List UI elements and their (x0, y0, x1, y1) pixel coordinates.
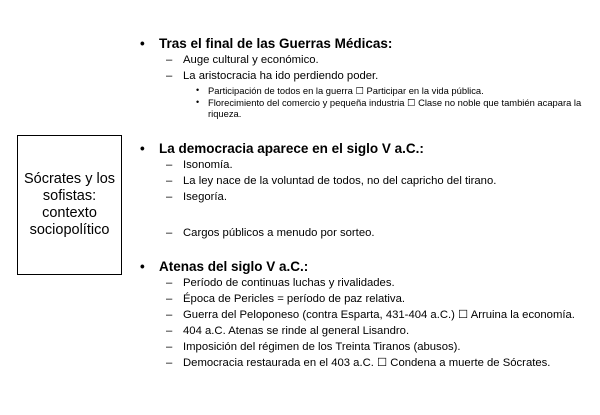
list-item-text: Período de continuas luchas y rivalidades. (183, 277, 395, 289)
dash-marker: – (166, 191, 173, 203)
list-item (140, 357, 592, 370)
dash-marker: – (166, 357, 173, 369)
dash-marker: – (166, 227, 173, 239)
section-heading-text: La democracia aparece en el siglo V a.C.: (159, 141, 424, 156)
list-item (140, 293, 592, 306)
list-item (140, 159, 592, 172)
list-item (140, 191, 592, 204)
section-heading-text: Tras el final de las Guerras Médicas: (159, 36, 393, 51)
list-item (140, 175, 592, 188)
list-item-text: La aristocracia ha ido perdiendo poder. (183, 70, 379, 82)
list-item (140, 309, 592, 322)
list-item-text: Imposición del régimen de los Treinta Tiranos (abusos). (183, 341, 461, 353)
dash-marker: – (166, 325, 173, 337)
list-item (140, 341, 592, 354)
dash-marker: – (166, 70, 173, 82)
subitem-list (140, 85, 592, 120)
list-item-text: Cargos públicos a menudo por sorteo. (183, 227, 375, 239)
dash-marker: – (166, 293, 173, 305)
list-item-text: Auge cultural y económico. (183, 54, 319, 66)
list-item-text: Isegoría. (183, 191, 227, 203)
bullet-marker: • (140, 36, 145, 51)
list-item (140, 277, 592, 290)
section-heading (140, 140, 592, 157)
list-item (140, 227, 592, 240)
topic-title-box (17, 135, 122, 275)
list-item (140, 54, 592, 67)
sub-list-item-text: Participación de todos en la guerra ☐ Participar en la vida pública. (208, 85, 484, 96)
section-democracia (140, 140, 592, 243)
dash-marker: – (166, 341, 173, 353)
dash-marker: – (166, 159, 173, 171)
bullet-marker: • (140, 141, 145, 156)
list-item-text: Isonomía. (183, 159, 233, 171)
list-spacer (140, 207, 592, 224)
section-guerras-medicas (140, 35, 592, 123)
list-item-text: Democracia restaurada en el 403 a.C. ☐ Condena a muerte de Sócrates. (183, 357, 551, 369)
sub-list-item (140, 97, 592, 120)
list-item (140, 325, 592, 338)
dash-marker: – (166, 54, 173, 66)
dash-marker: – (166, 309, 173, 321)
dash-marker: – (166, 277, 173, 289)
list-item-text: Época de Pericles = período de paz relativa. (183, 293, 405, 305)
bullet-marker: • (196, 96, 200, 107)
item-list (140, 159, 592, 240)
item-list (140, 277, 592, 370)
section-heading (140, 258, 592, 275)
list-item-text: 404 a.C. Atenas se rinde al general Lisandro. (183, 325, 410, 337)
sub-list-item-text: Florecimiento del comercio y pequeña industria ☐ Clase no noble que también acapara la riqueza. (208, 96, 582, 119)
list-item-text: La ley nace de la voluntad de todos, no del capricho del tirano. (183, 175, 497, 187)
list-item (140, 70, 592, 120)
bullet-marker: • (140, 259, 145, 274)
list-item-text: Guerra del Peloponeso (contra Esparta, 431-404 a.C.) ☐ Arruina la economía. (183, 309, 575, 321)
item-list (140, 54, 592, 120)
dash-marker: – (166, 175, 173, 187)
sub-list-item (140, 85, 592, 97)
section-heading (140, 35, 592, 52)
section-atenas (140, 258, 592, 373)
topic-title: Sócrates y los sofistas: contexto sociopolítico (23, 171, 116, 238)
bullet-marker: • (196, 85, 200, 95)
section-heading-text: Atenas del siglo V a.C.: (159, 259, 309, 274)
